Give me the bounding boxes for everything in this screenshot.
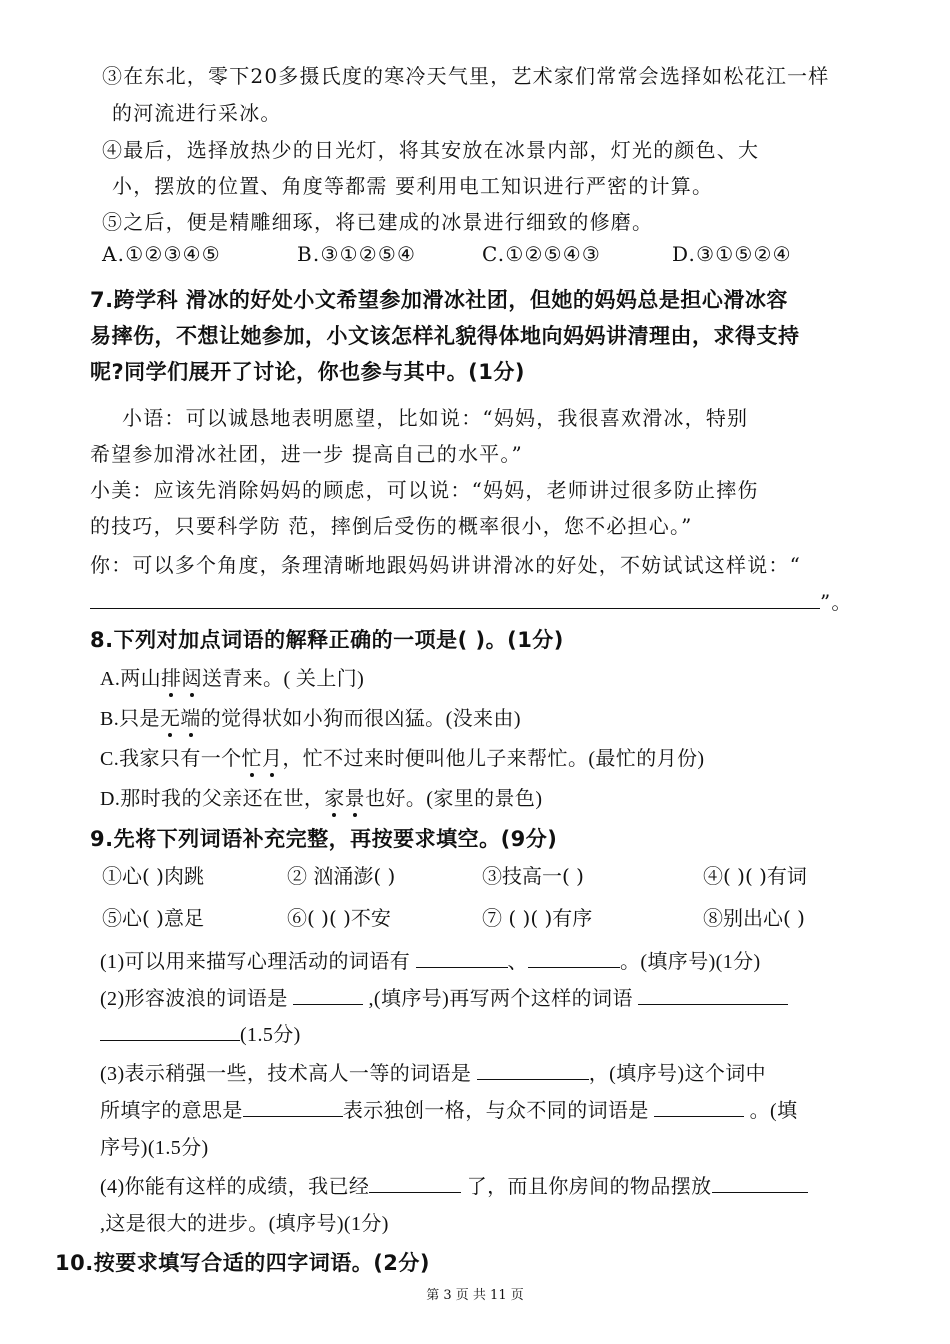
q8-option-c[interactable]: C.我家只有一个忙月，忙不过来时便叫他儿子来帮忙。(最忙的月份): [100, 742, 704, 771]
q7-xiaoyu-line2: 希望参加滑冰社团，进一步 提高自己的水平。”: [90, 442, 523, 466]
q6-options: [102, 242, 792, 266]
q9-sub3-blank-2[interactable]: [243, 1098, 343, 1117]
q9-sub4-blank-2[interactable]: [712, 1174, 808, 1193]
q9-sub3: (3)表示稍强一些，技术高人一等的词语是 ，(填序号)这个词中: [100, 1063, 767, 1085]
q9-sub4-cont: ,这是很大的进步。(填序号)(1分): [100, 1213, 389, 1235]
q6-item4-line1: ④最后，选择放热少的日光灯，将其安放在冰景内部，灯光的颜色、大: [102, 138, 760, 162]
q9-word-4[interactable]: ④( )( )有词: [703, 864, 807, 888]
page-footer: 第 3 页 共 11 页: [426, 1288, 524, 1303]
q10-title: 10.按要求填写合适的四字词语。(2分): [55, 1251, 431, 1275]
q9-sub2: (2)形容波浪的词语是 ,(填序号)再写两个这样的词语: [100, 982, 788, 1011]
q9-sub3-cont: 所填字的意思是 表示独创一格，与众不同的词语是 。(填: [100, 1100, 798, 1122]
dotted-char: 忙: [242, 742, 262, 771]
q9-sub1-blank-2[interactable]: [528, 949, 620, 968]
q7-title-line2: 易摔伤，不想让她参加，小文该怎样礼貌得体地向妈妈讲清理由，求得支持: [90, 324, 800, 348]
q7-xiaomei-line1: 小美：应该先消除妈妈的顾虑，可以说：“妈妈，老师讲过很多防止摔伤: [90, 478, 759, 502]
q6-item3-line1: ③在东北，零下20多摄氏度的寒冷天气里，艺术家们常常会选择如松花江一样: [102, 64, 830, 88]
q9-sub4-blank-1[interactable]: [369, 1174, 461, 1193]
q6-item4-line2: 小，摆放的位置、角度等都需 要利用电工知识进行严密的计算。: [112, 174, 714, 198]
q6-option-d[interactable]: D.③①⑤②④: [672, 242, 792, 266]
q9-sub2-cont: (1.5分): [100, 1018, 301, 1047]
q6-item3-line2: 的河流进行采冰。: [112, 101, 282, 125]
q9-sub3-blank-1[interactable]: [477, 1061, 589, 1080]
q7-answer-end: ”。: [820, 590, 853, 614]
q7-xiaoyu-line1: 小语：可以诚恳地表明愿望，比如说：“妈妈，我很喜欢滑冰，特别: [122, 406, 749, 430]
q9-sub1-blank-1[interactable]: [416, 949, 508, 968]
dotted-char: 端: [180, 702, 200, 731]
q6-item5-line1: ⑤之后，便是精雕细琢，将已建成的冰景进行细致的修磨。: [102, 210, 654, 234]
q9-title: 9.先将下列词语补充完整，再按要求填空。(9分): [90, 827, 558, 851]
q6-option-a[interactable]: A.①②③④⑤: [102, 242, 221, 266]
dotted-char: 排: [161, 662, 181, 691]
q9-word-5[interactable]: ⑤心( )意足: [102, 906, 204, 930]
q6-option-c[interactable]: C.①②⑤④③: [482, 242, 602, 266]
q9-sub4: (4)你能有这样的成绩，我已经 了，而且你房间的物品摆放: [100, 1170, 808, 1199]
q7-title-line1: 7.跨学科 滑冰的好处小文希望参加滑冰社团，但她的妈妈总是担心滑冰容: [90, 288, 788, 312]
q9-word-1[interactable]: ①心( )肉跳: [102, 864, 204, 888]
dotted-char: 月: [262, 742, 282, 771]
q6-option-b[interactable]: B.③①②⑤④: [297, 242, 417, 266]
q8-option-a[interactable]: A.两山排闼送青来。( 关上门): [100, 662, 364, 691]
q9-word-8[interactable]: ⑧别出心( ): [703, 906, 805, 930]
q9-sub2-blank-2[interactable]: [638, 986, 788, 1005]
q9-word-2[interactable]: ② 汹涌澎( ): [287, 864, 396, 888]
q7-xiaomei-line2: 的技巧，只要科学防 范，摔倒后受伤的概率很小，您不必担心。”: [90, 514, 693, 538]
q9-sub2-blank-3[interactable]: [100, 1022, 240, 1041]
q9-word-3[interactable]: ③技高一( ): [482, 864, 584, 888]
q9-sub3-cont2: 序号)(1.5分): [100, 1137, 209, 1159]
q9-sub3-blank-3[interactable]: [654, 1098, 744, 1117]
q8-title: 8.下列对加点词语的解释正确的一项是( )。(1分): [90, 628, 564, 652]
dotted-char: 闼: [181, 662, 201, 691]
dotted-char: 家: [324, 782, 344, 811]
q8-option-b[interactable]: B.只是无端的觉得状如小狗而很凶猛。(没来由): [100, 702, 521, 731]
q8-option-d[interactable]: D.那时我的父亲还在世，家景也好。(家里的景色): [100, 782, 542, 811]
dotted-char: 景: [345, 782, 365, 811]
q9-sub1: (1)可以用来描写心理活动的词语有 、 。(填序号)(1分): [100, 951, 761, 973]
q7-answer-line[interactable]: [90, 608, 820, 609]
q7-you-line1: 你：可以多个角度，条理清晰地跟妈妈讲讲滑冰的好处，不妨试试这样说：“: [90, 553, 802, 577]
q9-sub2-blank-1[interactable]: [293, 986, 363, 1005]
q9-word-7[interactable]: ⑦ ( )( )有序: [482, 906, 593, 930]
q9-word-6[interactable]: ⑥( )( )不安: [287, 906, 391, 930]
q7-title-line3: 呢?同学们展开了讨论，你也参与其中。(1分): [90, 360, 525, 384]
dotted-char: 无: [160, 702, 180, 731]
